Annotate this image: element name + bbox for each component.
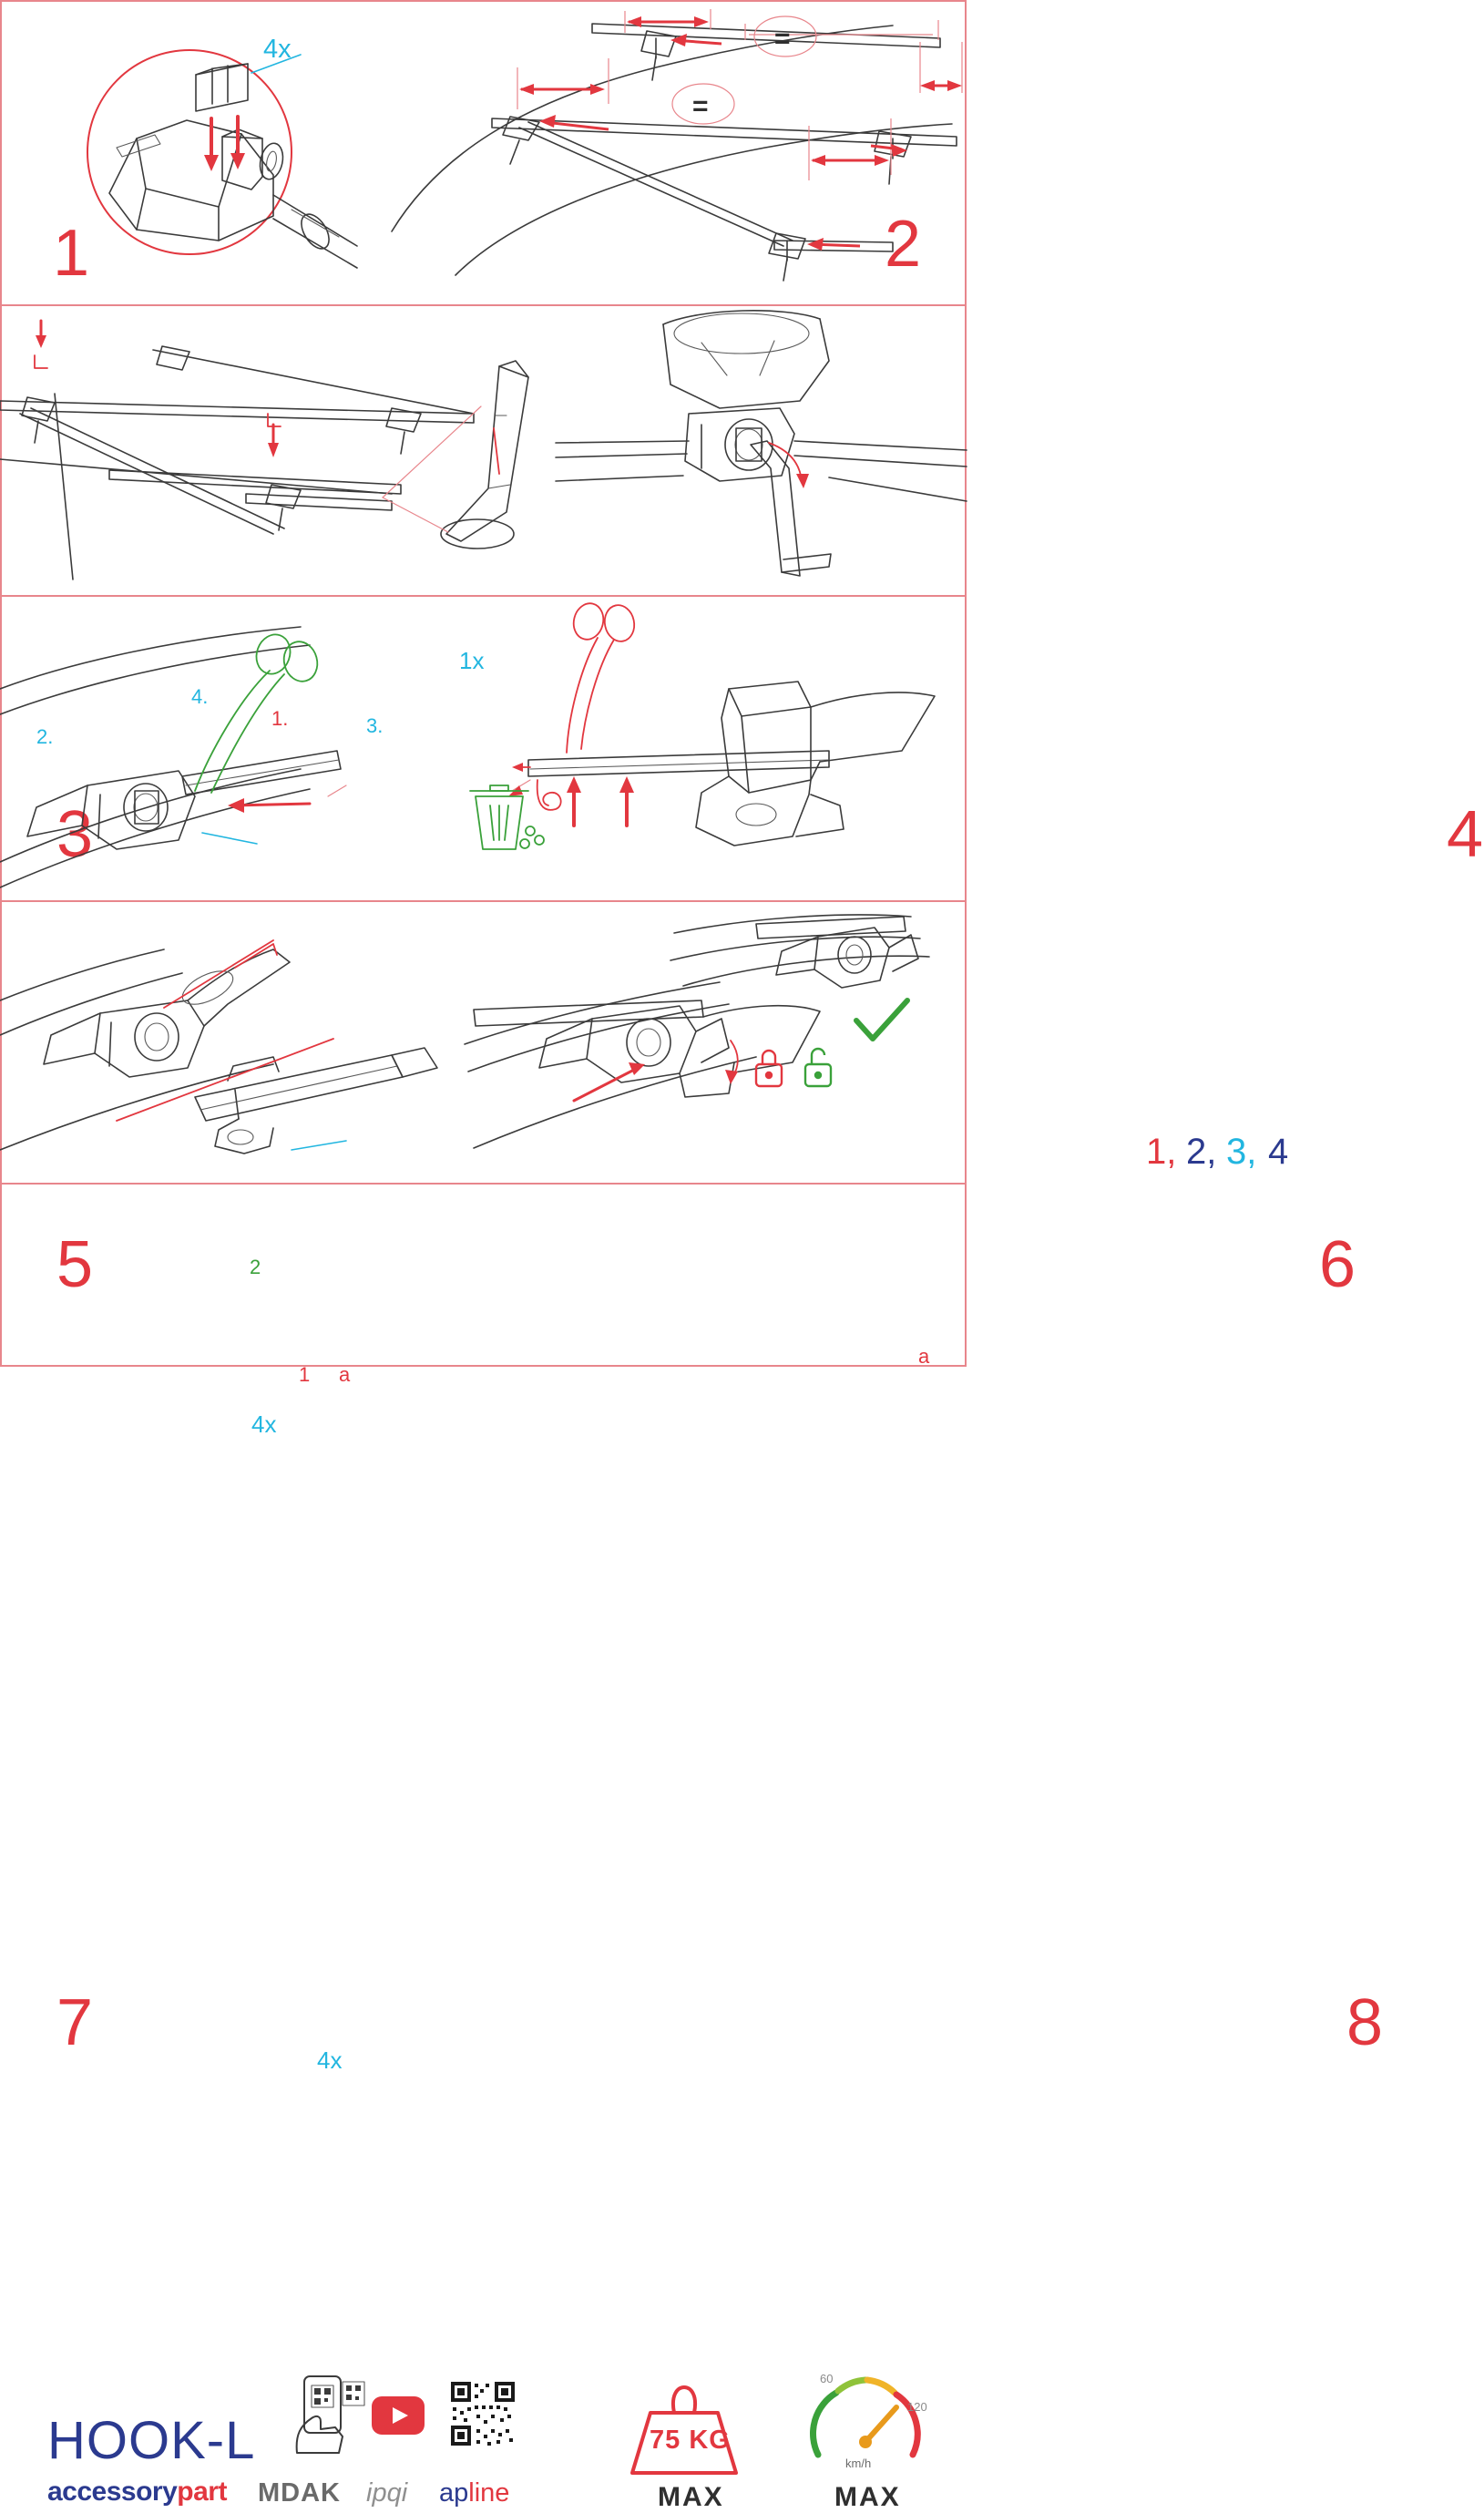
step-1-number: 1: [53, 217, 91, 290]
step-4-seq-4: 4: [1268, 1132, 1289, 1172]
qr-scan-phone-icon: [290, 2375, 372, 2455]
step-6-number: 6: [1319, 1228, 1357, 1301]
step-6-panel: [428, 598, 1357, 1368]
step-3-number: 3: [56, 798, 95, 871]
max-load-value: 75 KG: [650, 2426, 731, 2455]
step-7-illustration: [0, 902, 455, 1183]
step-6-illustration: [428, 598, 967, 898]
brand-first: accessory: [47, 2477, 178, 2507]
step-3-label-4: 4.: [191, 685, 209, 708]
step-5-qty-label: 4x: [251, 1410, 277, 1438]
youtube-icon[interactable]: [372, 2396, 425, 2435]
gauge-tick-120: 120: [907, 2400, 927, 2414]
step-7-number: 7: [56, 1986, 95, 2059]
brand-second: part: [177, 2477, 227, 2507]
step-5-panel: [0, 598, 428, 1438]
speed-unit: km/h: [845, 2457, 872, 2470]
step-3-illustration: [0, 306, 556, 594]
qr-code-icon: [449, 2380, 517, 2447]
logo-ipqi: ipqi: [366, 2478, 408, 2508]
max-load-caption: MAX: [658, 2482, 724, 2512]
step-5-label-1: 1: [299, 1363, 311, 1386]
step-3-panel: [0, 306, 556, 871]
step-6-label-a: a: [918, 1345, 930, 1368]
apline-second: line: [468, 2478, 510, 2508]
step-8-illustration: [455, 902, 967, 1183]
step-3-qty-label: 1x: [459, 647, 485, 674]
step-4-seq-3: 3,: [1226, 1132, 1257, 1172]
step-4-seq-1: 1,: [1146, 1132, 1177, 1172]
logo-apline: [439, 2478, 509, 2508]
step-3-label-3: 3.: [366, 714, 384, 737]
step-2-equal-2: =: [692, 91, 709, 121]
step-2-equal-1: =: [774, 24, 791, 54]
step-2-panel: [383, 2, 967, 304]
step-8-number: 8: [1346, 1986, 1385, 2059]
gauge-tick-60: 60: [820, 2372, 834, 2385]
step-1-panel: [0, 2, 383, 304]
step-7-panel: [0, 902, 455, 2074]
step-1-qty-label: 4x: [263, 35, 292, 64]
product-name: HOOK-L: [47, 2411, 256, 2470]
apline-first: ap: [439, 2478, 469, 2508]
divider-2: [0, 595, 967, 597]
step-4-illustration: [556, 306, 967, 594]
step-4-number: 4: [1447, 798, 1484, 871]
step-2-number: 2: [885, 208, 923, 281]
brand-line: [47, 2477, 227, 2508]
step-4-seq-2: 2,: [1186, 1132, 1217, 1172]
step-2-illustration: [383, 2, 967, 304]
step-5-label-a: a: [339, 1363, 351, 1386]
step-5-illustration: [0, 598, 428, 898]
step-4-panel: [556, 306, 1484, 1172]
step-3-label-2: 2.: [36, 725, 54, 748]
step-8-panel: [455, 902, 1385, 2059]
max-speed-caption: MAX: [834, 2482, 901, 2512]
logo-mdak: MDAK: [258, 2478, 341, 2508]
step-3-label-1: 1.: [271, 707, 289, 730]
step-5-number: 5: [56, 1228, 95, 1301]
step-5-label-2: 2: [250, 1256, 261, 1278]
step-7-qty-label: 4x: [317, 2046, 343, 2074]
